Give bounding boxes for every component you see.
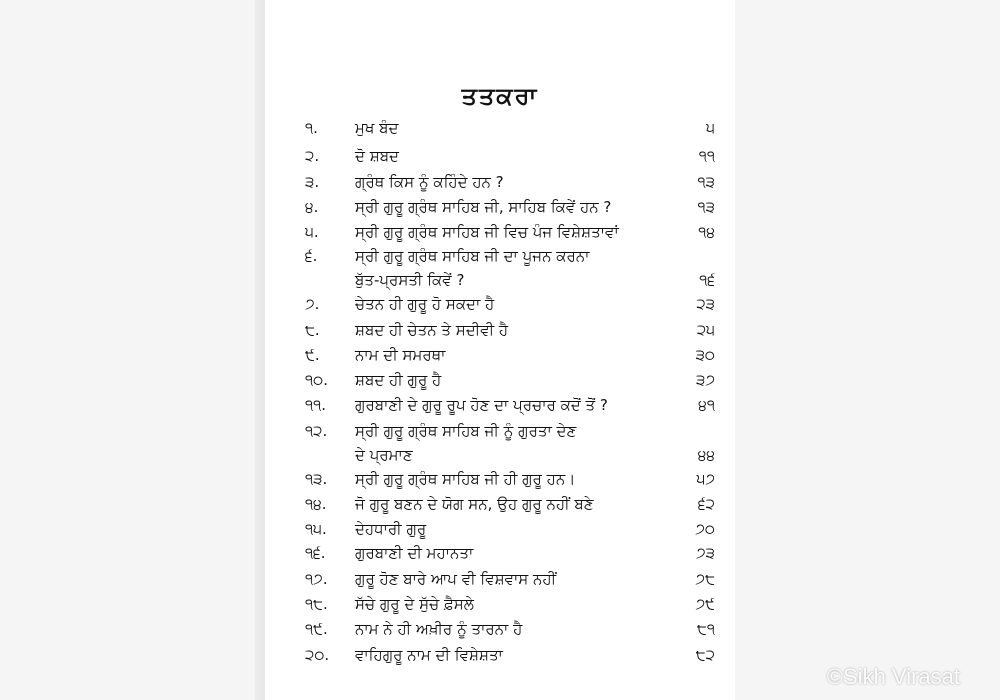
toc-entry-page: ੭੮ [695, 570, 715, 588]
watermark: ©Sikh Virasat [826, 664, 960, 689]
toc-entry-page: ੮੧ [696, 620, 715, 638]
page-title: ਤਤਕਰਾ [461, 82, 539, 110]
toc-entry-page: ੧੪ [698, 223, 715, 241]
toc-entry-page: ੩੦ [695, 346, 715, 364]
toc-entry-page: ੧੧ [698, 147, 715, 165]
toc-entry-title: ਜੋ ਗੁਰੂ ਬਣਨ ਦੇ ਯੋਗ ਸਨ, ਉਹ ਗੁਰੂ ਨਹੀਂ ਬਣੇ [355, 495, 594, 513]
toc-entry-page: ੪੪ [697, 446, 715, 464]
toc-entry-number: ੮. [305, 321, 320, 339]
toc-entry-title: ਦੋ ਸ਼ਬਦ [355, 147, 399, 165]
toc-entry-title: ਸ੍ਰੀ ਗੁਰੂ ਗ੍ਰੰਥ ਸਾਹਿਬ ਜੀ ਦਾ ਪੂਜਨ ਕਰਨਾ [355, 247, 590, 265]
toc-entry-page: ੨੫ [696, 321, 715, 339]
toc-entry-title: ਸ੍ਰੀ ਗੁਰੂ ਗ੍ਰੰਥ ਸਾਹਿਬ ਜੀ ਨੂੰ ਗੁਰਤਾ ਦੇਣ [355, 422, 577, 440]
toc-entry-page: ੬੨ [698, 495, 715, 513]
toc-entry-title: ਦੇਹਧਾਰੀ ਗੁਰੂ [355, 520, 427, 538]
toc-entry-number: ੫. [305, 223, 319, 241]
toc-entry-number: ੧੦. [305, 371, 328, 389]
toc-entry-number: ੩. [305, 173, 320, 191]
toc-entry-page: ੪੧ [698, 396, 715, 414]
toc-entry-title: ਚੇਤਨ ਹੀ ਗੁਰੂ ਹੋ ਸਕਦਾ ਹੈ [355, 295, 495, 313]
toc-entry-title: ਗ੍ਰੰਥ ਕਿਸ ਨੂੰ ਕਹਿੰਦੇ ਹਨ ? [355, 173, 504, 191]
toc-entry-title-continued: ਦੇ ਪ੍ਰਮਾਣ [355, 446, 413, 464]
toc-entry-page: ੧੩ [697, 198, 715, 216]
toc-entry-page: ੨੩ [696, 295, 715, 313]
toc-entry-page: ੧੩ [697, 173, 715, 191]
toc-entry-page: ੭੩ [695, 544, 715, 562]
toc-entry-title: ਸ੍ਰੀ ਗੁਰੂ ਗ੍ਰੰਥ ਸਾਹਿਬ ਜੀ, ਸਾਹਿਬ ਕਿਵੇਂ ਹਨ ? [355, 198, 612, 216]
toc-entry-title: ਸ੍ਰੀ ਗੁਰੂ ਗ੍ਰੰਥ ਸਾਹਿਬ ਜੀ ਵਿਚ ਪੰਜ ਵਿਸ਼ੇਸ਼ਤਾਵਾਂ [355, 223, 619, 241]
toc-entry-title: ਵਾਹਿਗੁਰੂ ਨਾਮ ਦੀ ਵਿਸ਼ੇਸ਼ਤਾ [355, 646, 503, 664]
toc-entry-number: ੧੬. [305, 544, 326, 562]
toc-entry-page: ੭੦ [695, 520, 715, 538]
toc-entry-title: ਮੁਖ ਬੰਦ [355, 119, 399, 137]
toc-entry-page: ੭੯ [695, 595, 715, 613]
toc-entry-page: ੮੨ [695, 646, 715, 664]
book-page [265, 0, 735, 700]
toc-entry-title: ਨਾਮ ਨੇ ਹੀ ਅਖ਼ੀਰ ਨੂੰ ਤਾਰਨਾ ਹੈ [355, 620, 523, 638]
toc-entry-number: ੧੮. [305, 595, 328, 613]
toc-entry-number: ੧੯. [305, 620, 328, 638]
toc-entry-title: ਸੱਚੇ ਗੁਰੂ ਦੇ ਸੁੱਚੇ ਫ਼ੈਸਲੇ [355, 595, 474, 613]
toc-entry-page: ੩੭ [695, 371, 715, 389]
toc-entry-page: ੫ [706, 119, 715, 137]
toc-entry-title: ਗੁਰਬਾਣੀ ਦੀ ਮਹਾਨਤਾ [355, 544, 474, 562]
page-shadow [255, 0, 265, 700]
toc-entry-number: ੭. [305, 295, 320, 313]
toc-entry-number: ੧੫. [305, 520, 327, 538]
toc-entry-number: ੧. [305, 119, 318, 137]
toc-entry-number: ੧੧. [305, 396, 327, 414]
toc-entry-title: ਗੁਰੂ ਹੋਣ ਬਾਰੇ ਆਪ ਵੀ ਵਿਸ਼ਵਾਸ ਨਹੀਂ [355, 570, 557, 588]
toc-entry-number: ੬. [305, 247, 318, 265]
toc-entry-title-continued: ਬੁੱਤ-ਪ੍ਰਸਤੀ ਕਿਵੇਂ ? [355, 271, 465, 289]
toc-entry-number: ੨. [305, 147, 320, 165]
toc-entry-title: ਗੁਰਬਾਣੀ ਦੇ ਗੁਰੂ ਰੂਪ ਹੋਣ ਦਾ ਪ੍ਰਚਾਰ ਕਦੋਂ ਤੋਂ ? [355, 396, 608, 414]
toc-entry-number: ੪. [305, 198, 319, 216]
toc-entry-number: ੨੦. [305, 646, 330, 664]
toc-entry-number: ੧੭. [305, 570, 328, 588]
toc-entry-number: ੧੪. [305, 495, 327, 513]
toc-entry-title: ਸ਼ਬਦ ਹੀ ਗੁਰੂ ਹੈ [355, 371, 442, 389]
toc-entry-title: ਸ਼ਬਦ ਹੀ ਚੇਤਨ ਤੇ ਸਦੀਵੀ ਹੈ [355, 321, 509, 339]
toc-entry-title: ਨਾਮ ਦੀ ਸਮਰਥਾ [355, 346, 446, 364]
toc-entry-number: ੧੨. [305, 422, 328, 440]
toc-entry-title: ਸ੍ਰੀ ਗੁਰੂ ਗ੍ਰੰਥ ਸਾਹਿਬ ਜੀ ਹੀ ਗੁਰੂ ਹਨ। [355, 470, 576, 488]
table-of-contents [265, 0, 735, 700]
toc-entry-number: ੯. [305, 346, 320, 364]
toc-entry-number: ੧੩. [305, 470, 328, 488]
toc-entry-page: ੫੭ [696, 470, 715, 488]
toc-entry-page: ੧੬ [699, 271, 715, 289]
